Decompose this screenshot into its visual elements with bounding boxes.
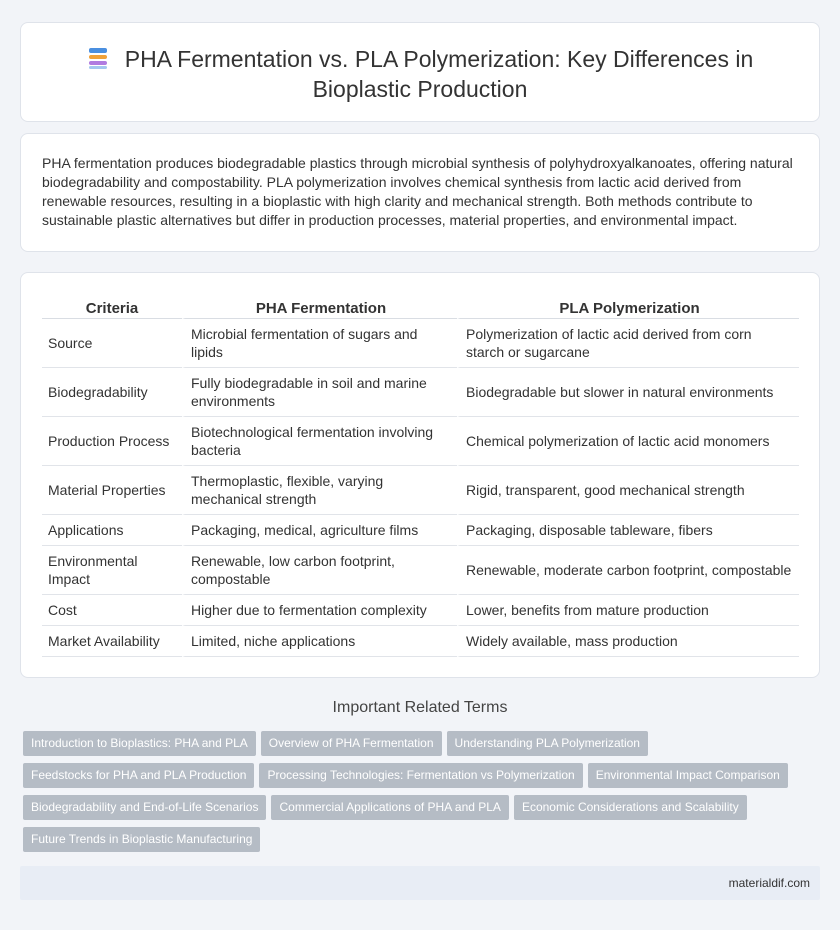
row-pha: Fully biodegradable in soil and marine environments	[182, 368, 457, 417]
row-pha: Limited, niche applications	[182, 626, 457, 657]
comparison-table-card	[20, 272, 820, 678]
row-pha: Microbial fermentation of sugars and lipids	[182, 319, 457, 368]
row-criteria: Environmental Impact	[42, 546, 182, 595]
related-terms-list	[23, 731, 823, 859]
related-terms-title: Important Related Terms	[332, 699, 508, 716]
row-pla: Packaging, disposable tableware, fibers	[457, 515, 799, 546]
title-line-1: PHA Fermentation vs. PLA Polymerization: Key Differences in	[124, 46, 754, 72]
row-pha: Biotechnological fermentation involving bacteria	[182, 417, 457, 466]
header-criteria: Criteria	[42, 295, 182, 319]
footer	[20, 866, 820, 900]
related-term-tag[interactable]: Commercial Applications of PHA and PLA	[271, 795, 508, 820]
table-row	[42, 368, 799, 417]
row-pla: Polymerization of lactic acid derived from corn starch or sugarcane	[457, 319, 799, 368]
related-term-tag[interactable]: Environmental Impact Comparison	[588, 763, 788, 788]
row-pha: Packaging, medical, agriculture films	[182, 515, 457, 546]
row-criteria: Biodegradability	[42, 368, 182, 417]
row-criteria: Production Process	[42, 417, 182, 466]
row-pla: Chemical polymerization of lactic acid monomers	[457, 417, 799, 466]
table-row	[42, 417, 799, 466]
title-line-2: Bioplastic Production	[312, 76, 528, 102]
row-pla: Biodegradable but slower in natural environments	[457, 368, 799, 417]
header-pla: PLA Polymerization	[457, 295, 799, 319]
footer-site-link[interactable]: materialdif.com	[728, 876, 810, 890]
row-pha: Higher due to fermentation complexity	[182, 595, 457, 626]
table-row	[42, 546, 799, 595]
intro-paragraph: PHA fermentation produces biodegradable plastics through microbial synthesis of polyhydroxyalkanoates, offering natural biodegradability and compostability. PLA polymerization involves chemical synthesis from lactic acid derived from renewable resources, resulting in a bioplastic with high clarity and mechanical strength. Both methods contribute to sustainable plastic alternatives but differ in production processes, material properties, and environmental impact.	[42, 155, 793, 228]
table-row	[42, 626, 799, 657]
related-term-tag[interactable]: Introduction to Bioplastics: PHA and PLA	[23, 731, 256, 756]
related-term-tag[interactable]: Understanding PLA Polymerization	[447, 731, 648, 756]
intro-card	[20, 133, 820, 252]
related-term-tag[interactable]: Overview of PHA Fermentation	[261, 731, 442, 756]
row-criteria: Cost	[42, 595, 182, 626]
table-row	[42, 595, 799, 626]
row-pha: Renewable, low carbon footprint, compostable	[182, 546, 457, 595]
row-criteria: Source	[42, 319, 182, 368]
row-pla: Lower, benefits from mature production	[457, 595, 799, 626]
row-pla: Renewable, moderate carbon footprint, compostable	[457, 546, 799, 595]
title-card	[20, 22, 820, 122]
related-term-tag[interactable]: Biodegradability and End-of-Life Scenarios	[23, 795, 266, 820]
table-header-row	[42, 295, 799, 319]
related-term-tag[interactable]: Economic Considerations and Scalability	[514, 795, 747, 820]
related-term-tag[interactable]: Processing Technologies: Fermentation vs Polymerization	[259, 763, 582, 788]
row-criteria: Material Properties	[42, 466, 182, 515]
row-pha: Thermoplastic, flexible, varying mechanical strength	[182, 466, 457, 515]
row-pla: Widely available, mass production	[457, 626, 799, 657]
page-title	[21, 44, 819, 104]
row-criteria: Applications	[42, 515, 182, 546]
header-pha: PHA Fermentation	[182, 295, 457, 319]
related-term-tag[interactable]: Feedstocks for PHA and PLA Production	[23, 763, 254, 788]
table-row	[42, 466, 799, 515]
related-term-tag[interactable]: Future Trends in Bioplastic Manufacturing	[23, 827, 260, 852]
calendar-table-icon	[87, 46, 109, 70]
table-row	[42, 319, 799, 368]
table-row	[42, 515, 799, 546]
comparison-table	[42, 295, 799, 657]
row-pla: Rigid, transparent, good mechanical strength	[457, 466, 799, 515]
row-criteria: Market Availability	[42, 626, 182, 657]
